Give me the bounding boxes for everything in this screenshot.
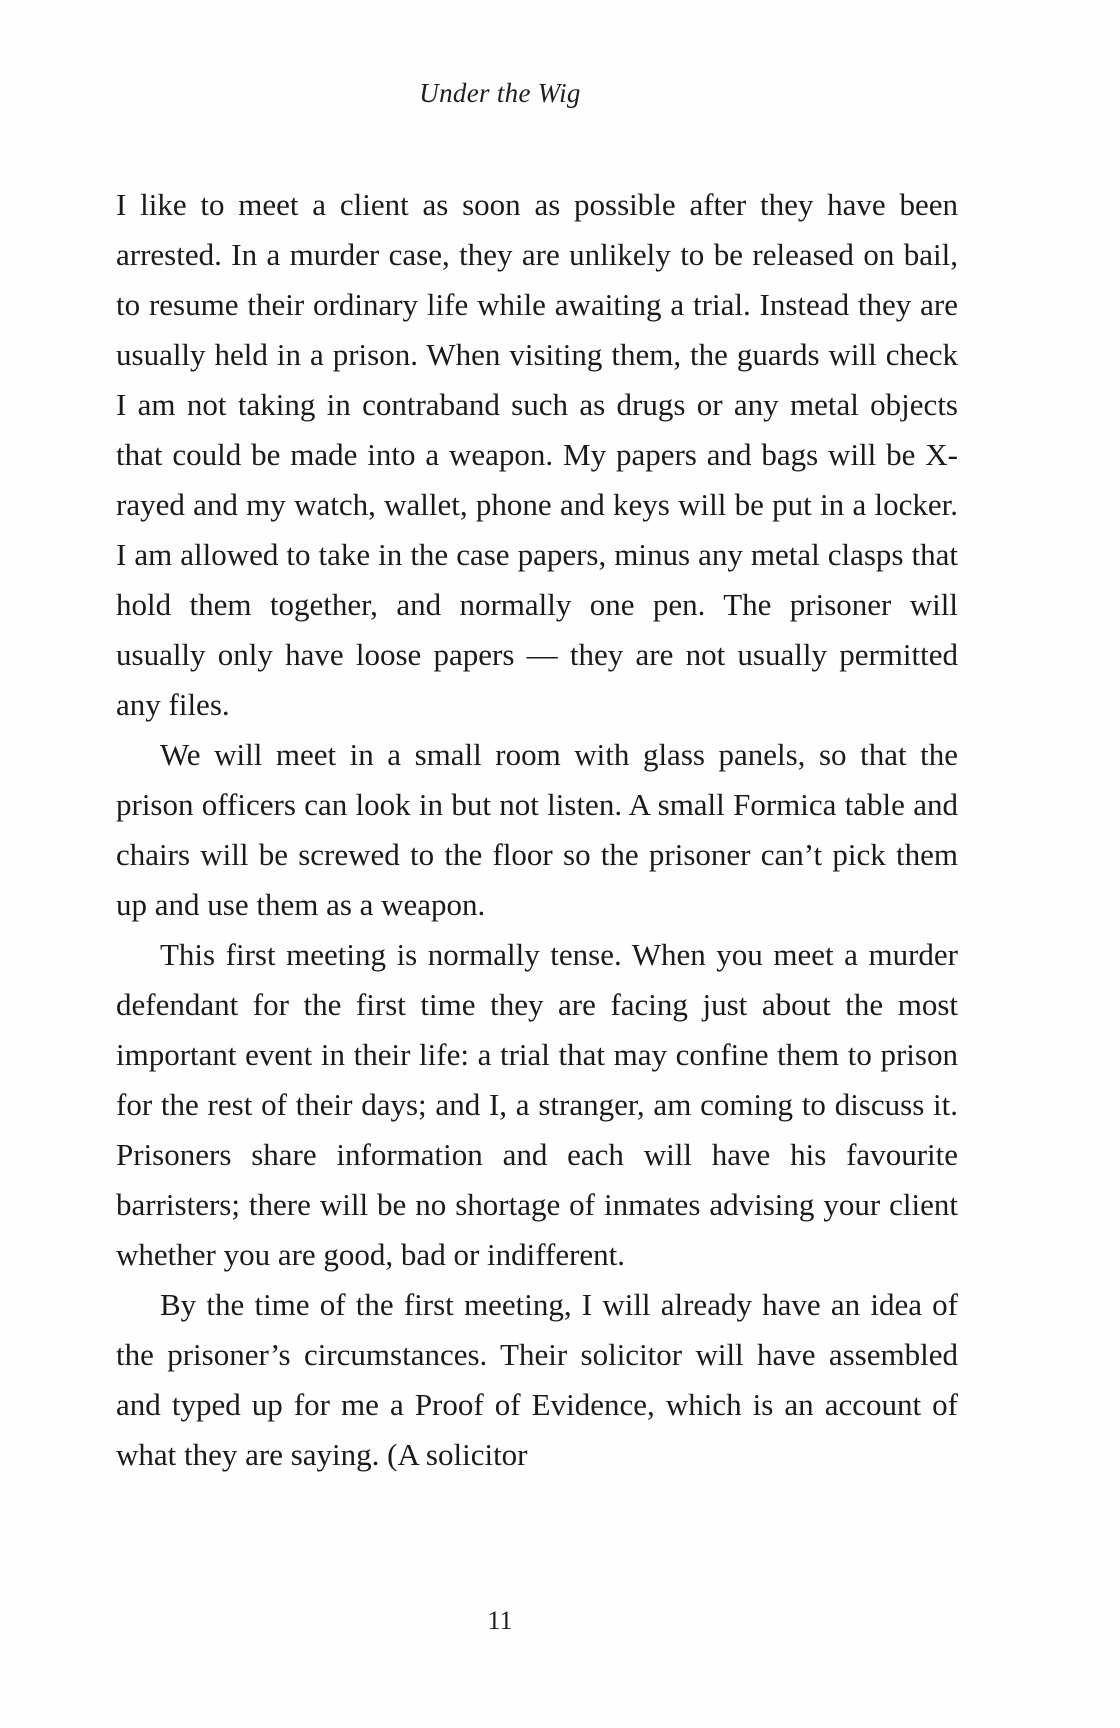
- body-text: [116, 180, 958, 1480]
- paragraph-4: By the time of the first meeting, I will already have an idea of the prisoner’s circumstances. Their solicitor will have assembled and typed up for me a Proof of Evidence, which is an account of what they are saying. (A solicitor: [116, 1287, 958, 1472]
- running-head: Under the Wig: [419, 78, 581, 108]
- page-number: 11: [487, 1606, 513, 1635]
- paragraph-3: This first meeting is normally tense. When you meet a murder defendant for the first time they are facing just about the most important event in their life: a trial that may confine them to prison for the rest of their days; and I, a stranger, am coming to discuss it. Prisoners share information and each will have his favourite barristers; there will be no shortage of inmates advising your client whether you are good, bad or indifferent.: [116, 937, 958, 1272]
- paragraph-1: I like to meet a client as soon as possible after they have been arrested. In a murder case, they are unlikely to be released on bail, to resume their ordinary life while awaiting a trial. Instead they are usually held in a prison. When visiting them, the guards will check I am not taking in contraband such as drugs or any metal objects that could be made into a weapon. My papers and bags will be X-rayed and my watch, wallet, phone and keys will be put in a locker. I am allowed to take in the case papers, minus any metal clasps that hold them together, and normally one pen. The prisoner will usually only have loose papers — they are not usually permitted any files.: [116, 187, 958, 722]
- paragraph-2: We will meet in a small room with glass panels, so that the prison officers can look in but not listen. A small Formica table and chairs will be screwed to the floor so the prisoner can’t pick them up and use them as a weapon.: [116, 737, 958, 922]
